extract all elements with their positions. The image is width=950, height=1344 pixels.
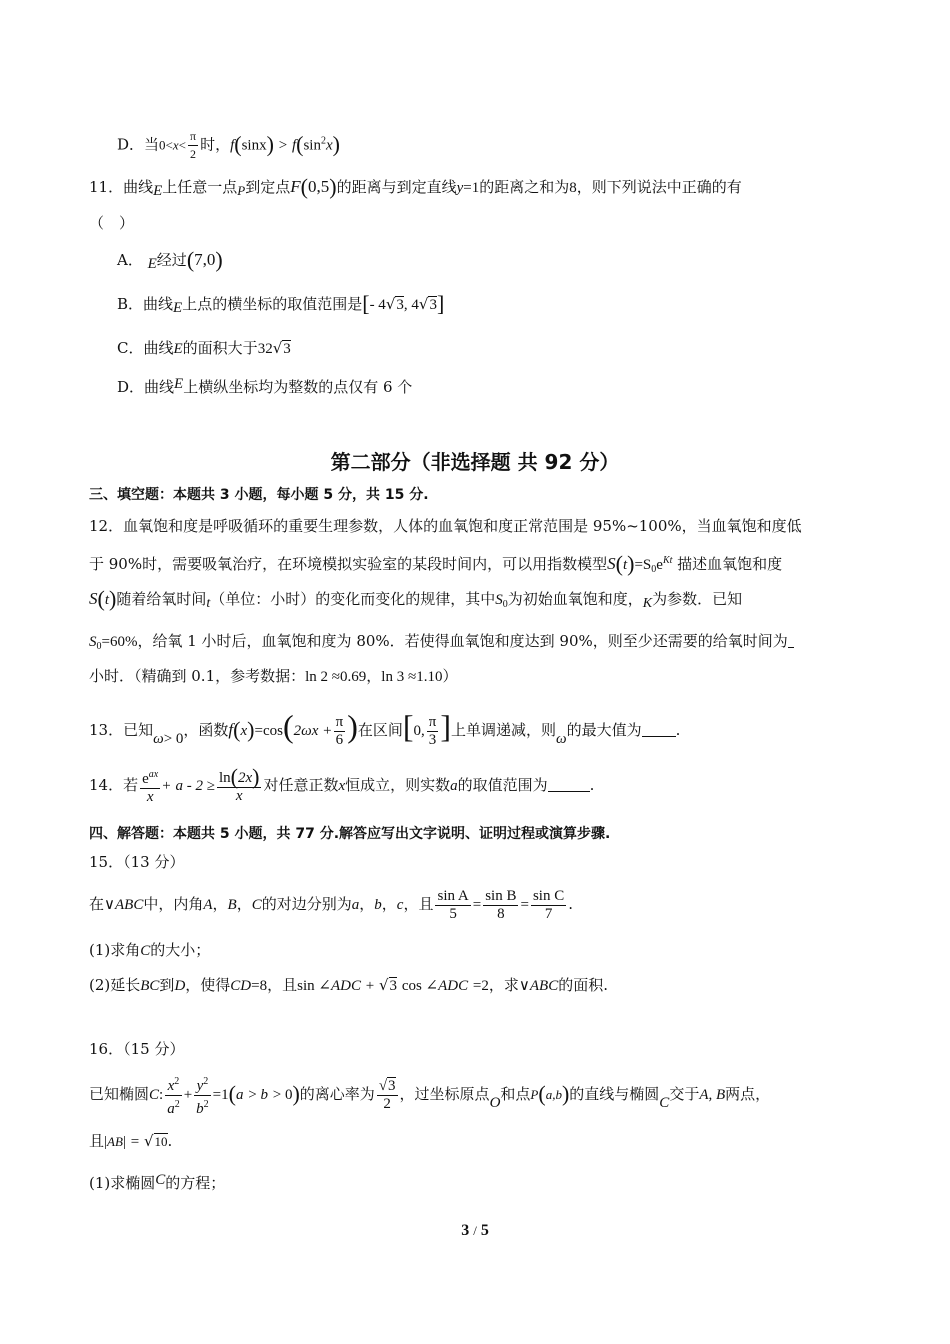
q11-t6: ，则下列说法中正确的有 xyxy=(576,178,742,196)
q16-absAB: AB xyxy=(107,1134,123,1149)
page-current: 3 xyxy=(461,1222,470,1239)
q16-p1b: 的方程； xyxy=(165,1174,226,1192)
q13-frac2: $\frac{\pi}{3}$ xyxy=(428,713,437,748)
q15-head: 15．（13 分） xyxy=(89,853,185,871)
q12-line2: 于 90%时，需要吸氧治疗，在环境模拟实验室的某段时间内，可以用指数模型$S(t)=S_0e^{Kt}$ 描述血氧饱和度 xyxy=(89,551,783,576)
q10-d-lt1: < xyxy=(165,137,173,153)
q16-l2a: 且 xyxy=(89,1132,105,1150)
q15-p2ADC2: ADC xyxy=(438,978,469,994)
q12-model-sup: Kt xyxy=(662,555,673,566)
q15-eqa: = xyxy=(472,897,482,913)
q15-eqb: = xyxy=(520,897,529,913)
q13-f: f xyxy=(228,720,234,739)
q13-eq: =cos xyxy=(254,723,283,739)
q11-b-r1: 3 xyxy=(396,297,404,313)
q10-d-pre: 当 xyxy=(144,135,160,154)
q12-l4-S: S xyxy=(89,634,97,650)
q11-F: F xyxy=(290,177,301,196)
q13-omega2: ω xyxy=(556,731,567,747)
q16-l1e: 的直线与椭圆 xyxy=(569,1085,660,1103)
q10-option-d: D．当0<x< $\frac{\pi}{2}$ 时，$f(\sin x) > f(\sin^2x)$ xyxy=(117,129,340,161)
q15-frac-b: $\frac{\text{sin B}}{8}$ xyxy=(485,887,517,922)
q15-l1a: 在 xyxy=(89,895,105,913)
q13-end: . xyxy=(675,721,681,739)
q15-c1: ， xyxy=(212,895,228,913)
q11-t1: 曲线 xyxy=(123,178,154,196)
q12-line3: S(t)随着给氧时间t（单位：小时）的变化而变化的规律，其中$S_0$为初始血氧饱和度，K为参数．已知 xyxy=(89,586,743,611)
q11-a-pt: 7,0 xyxy=(194,250,216,269)
q15-part1 xyxy=(89,940,210,961)
q12-l3-S: S xyxy=(89,589,98,608)
q11-c-t1: 曲线 xyxy=(143,339,174,357)
q11-c-n: 32 xyxy=(257,341,273,357)
q16-l2eq: = xyxy=(130,1134,140,1150)
q13-e: 的最大值为 xyxy=(566,721,642,739)
q16-P: P xyxy=(530,1087,539,1102)
q13-blank xyxy=(642,722,676,737)
q16-AB: A, B xyxy=(699,1087,726,1103)
q11-b-t1: 曲线 xyxy=(143,295,174,313)
q11-b-r2: 3 xyxy=(429,297,437,313)
q11-c-label: C． xyxy=(117,339,144,357)
q12-l3b: （单位：小时）的变化而变化的规律，其中 xyxy=(210,590,496,608)
q10-d-arg2b: x xyxy=(325,137,333,154)
q10-d-gt: > xyxy=(278,137,288,154)
q15-p2ADC: ADC xyxy=(330,978,361,994)
q15-p2plus: + xyxy=(365,978,375,994)
q16-cond-b: b xyxy=(260,1087,268,1103)
q16-cond-a: a xyxy=(235,1087,244,1103)
q14-am2: a - 2 ≥ xyxy=(175,778,215,794)
q15-p2d: ，且 xyxy=(267,976,298,994)
q10-d-arg1: sinx xyxy=(241,137,267,154)
q15-p2CD: CD xyxy=(230,978,252,994)
q12-model-eq: =S xyxy=(634,557,652,573)
q14-a: 14．若 xyxy=(89,776,139,794)
q15-p1b: 的大小； xyxy=(150,941,211,959)
q11-t4: 的距离与到定直线 xyxy=(336,178,457,196)
q11-b-label: B． xyxy=(117,295,144,313)
q16-l1g: 两点， xyxy=(725,1085,771,1103)
q13-d: 上单调递减，则 xyxy=(451,721,557,739)
q12-l3-K: K xyxy=(642,596,653,611)
q13-gt0: > 0 xyxy=(163,731,184,747)
q10-d-arg2sup: 2 xyxy=(320,135,326,147)
q15-c2: ， xyxy=(236,895,252,913)
q15-p1C: C xyxy=(140,943,151,959)
q12-line4 xyxy=(89,631,794,657)
q15-frac-c: $\frac{\text{sin C}}{7}$ xyxy=(532,887,565,922)
q13-x: x xyxy=(240,723,248,739)
q11-d-E: E xyxy=(174,376,184,392)
q10-d-arg2a: sin xyxy=(303,137,321,154)
q12-l3-S0: S xyxy=(495,592,503,608)
q11-eq1: =1 xyxy=(463,180,480,196)
q16-frac-x: $\frac{x^2}{a^2}$ xyxy=(165,1073,182,1118)
q13-plus: + xyxy=(323,723,332,739)
q13-omega: ω xyxy=(153,731,164,747)
q12-model-t: t xyxy=(622,557,628,573)
q16-l1a: 已知椭圆 xyxy=(89,1085,150,1103)
q11-y: y xyxy=(456,180,464,196)
q12-model-S: S xyxy=(607,554,616,573)
q14-xv: x xyxy=(338,778,346,794)
q11-t2: 上任意一点 xyxy=(162,178,238,196)
q12-l4a: ，给氧 1 小时后，血氧饱和度为 80%．若使得血氧饱和度达到 90%，则至少还需要的给氧时间为 xyxy=(137,632,788,650)
q11-b-t2: 上点的横坐标的取值范围是 xyxy=(182,295,363,313)
q15-part2: (2)延长BC到D，使得CD=8，且sin ∠ADC + √3 cos ∠ADC =2，求∨ABC的面积. xyxy=(89,976,609,994)
section-three-heading: 三、填空题：本题共 3 小题，每小题 5 分，共 15 分. xyxy=(89,487,429,503)
q11-E: E xyxy=(153,183,163,199)
q16-p1a: (1)求椭圆 xyxy=(89,1174,156,1192)
q14-frac1: $\frac{e^{ax}}{x}$ xyxy=(140,766,160,806)
q13-zero: 0, xyxy=(413,723,425,739)
q15-p2c: ，使得 xyxy=(185,976,231,994)
q16-head: 16．（15 分） xyxy=(89,1040,185,1058)
q14-blank xyxy=(548,777,590,792)
q12-ln3: ln 3 ≈1.10 xyxy=(381,669,443,685)
q11-number: 11． xyxy=(89,178,124,196)
q11-option-d xyxy=(117,374,412,397)
q15-p2ABC: ABC xyxy=(529,978,559,994)
q15-stem xyxy=(89,882,573,927)
q13-c: 在区间 xyxy=(357,721,403,739)
q16-l1c: ，过坐标原点 xyxy=(399,1085,490,1103)
q10-d-mid: 时， xyxy=(200,135,231,154)
q15-l1b: 中，内角 xyxy=(143,895,204,913)
q16-cond-gt1: > xyxy=(248,1087,261,1103)
q16-part1 xyxy=(89,1170,225,1193)
q14-b: 对任意正数 xyxy=(263,776,339,794)
q16-frac-e: $\frac{√3}{2}$ xyxy=(378,1077,396,1112)
q12-line1: 12．血氧饱和度是呼吸循环的重要生理参数，人体的血氧饱和度正常范围是 95%~100%，当血氧饱和度低 xyxy=(89,517,802,535)
q15-ABC: ABC xyxy=(115,897,144,913)
q16-l2end: . xyxy=(167,1132,173,1150)
q15-p2sin: sin ∠ xyxy=(297,978,331,994)
q14-av: a xyxy=(450,778,458,794)
q13-a: 13．已知 xyxy=(89,721,154,739)
q15-p2cos: cos ∠ xyxy=(401,978,439,994)
q11-stem-line1: 11．曲线E上任意一点P到定点F(0,5)的距离与到定直线y=1的距离之和为8，则下列说法中正确的有 xyxy=(89,174,742,199)
q11-d-t2: 上横纵坐标均为整数的点仅有 6 个 xyxy=(183,378,413,396)
q16-stem-line2: 且|AB| = √10. xyxy=(89,1132,173,1150)
q11-option-a: A． E经过(7,0) xyxy=(117,247,223,272)
q14-frac2: $\frac{\ln(2x)}{x}$ xyxy=(218,763,260,804)
q11-a-label: A． xyxy=(117,251,143,269)
q12-sep: ， xyxy=(366,667,382,685)
q15-p2eq: =8 xyxy=(251,978,268,994)
q12-l2a: 于 90%时，需要吸氧治疗，在环境模拟实验室的某段时间内，可以用指数模型 xyxy=(89,555,608,573)
q16-r10: 10 xyxy=(154,1134,168,1149)
q11-Fpt: 0,5 xyxy=(307,177,330,196)
q15-l1c: 的对边分别为 xyxy=(261,895,352,913)
q10-d-f1: f xyxy=(230,137,235,154)
q15-p2eq2: =2 xyxy=(472,978,489,994)
q16-Pab: a,b xyxy=(545,1087,562,1102)
q15-p1a: (1)求角 xyxy=(89,941,141,959)
q11-c-E: E xyxy=(173,341,183,357)
q15-c4: ， xyxy=(381,895,397,913)
q11-c-r: 3 xyxy=(283,341,291,357)
q11-t5: 的距离之和为 xyxy=(479,178,570,196)
q14-plus: + xyxy=(162,778,171,794)
q15-c: c xyxy=(396,897,404,913)
q15-c3: ， xyxy=(359,895,375,913)
q16-colon: : xyxy=(159,1087,164,1103)
q12-l5a: 小时．（精确到 0.1，参考数据： xyxy=(89,667,306,685)
q11-a-E: E xyxy=(147,256,157,272)
q11-P: P xyxy=(237,183,246,198)
q10-d-frac: $\frac{\pi}{2}$ xyxy=(190,129,197,161)
q14-line xyxy=(89,762,594,809)
page-number xyxy=(0,1222,950,1240)
q15-p2BC: BC xyxy=(140,978,160,994)
q12-line5 xyxy=(89,666,457,687)
q11-d-label: D． xyxy=(117,378,145,396)
q15-l1d: ，且 xyxy=(403,895,434,913)
q16-O: O xyxy=(489,1095,501,1111)
q12-l3c: 为初始血氧饱和度， xyxy=(507,590,643,608)
q15-p2r: 3 xyxy=(389,978,398,994)
q11-b-E: E xyxy=(173,300,183,316)
q12-l5b: ） xyxy=(442,667,458,685)
q12-l4-sub: 0 xyxy=(96,641,102,652)
q15-p2D: D xyxy=(174,978,186,994)
q16-frac-y: $\frac{y^2}{b^2}$ xyxy=(194,1073,211,1118)
q12-l4-eq: =60% xyxy=(101,634,138,650)
q14-c: 恒成立，则实数 xyxy=(345,776,451,794)
q11-eight: 8 xyxy=(569,180,577,196)
q12-l3-S0sub: 0 xyxy=(502,599,508,610)
q11-option-c: C．曲线E的面积大于32√3 xyxy=(117,339,291,357)
q16-plus: + xyxy=(183,1087,193,1103)
q12-l3a: 随着给氧时间 xyxy=(116,590,207,608)
q16-p1C: C xyxy=(155,1172,166,1188)
q15-p2e: ，求 xyxy=(488,976,519,994)
q16-eq1: =1 xyxy=(212,1087,229,1103)
q12-l2b: 描述血氧饱和度 xyxy=(677,555,783,573)
q15-p2a: (2)延长 xyxy=(89,976,141,994)
q11-a-text: 经过 xyxy=(156,251,187,269)
q15-a: a xyxy=(351,897,360,913)
q12-l3d: 为参数．已知 xyxy=(652,590,743,608)
q13-two-w: 2ωx xyxy=(293,723,319,739)
q12-blank xyxy=(788,633,794,648)
q12-l3-tv: t xyxy=(206,596,211,611)
q16-l1d: 和点 xyxy=(500,1085,531,1103)
q16-stem-line1: 已知椭圆C: $\frac{x^2}{a^2}$ + $\frac{y^2}{b^2}$ =1(a > b > 0)的离心率为 $\frac{√3}{2}$ ，过坐标原点O和点P(a,b)的直线与椭圆C交于A, B两点， xyxy=(89,1072,770,1125)
section-two-title: 第二部分（非选择题 共 92 分） xyxy=(330,450,620,474)
q13-frac: $\frac{\pi}{6}$ xyxy=(335,713,344,748)
q16-cond-gt2: > 0 xyxy=(272,1087,293,1103)
q14-end: . xyxy=(589,776,595,794)
q15-end: . xyxy=(568,895,573,913)
q11-b-rb: ] xyxy=(436,291,445,316)
q11-t3: 到定点 xyxy=(245,178,291,196)
q11-c-t2: 的面积大于 xyxy=(182,339,258,357)
q11-option-b: B．曲线E上点的横坐标的取值范围是[- 4√3, 4√3] xyxy=(117,291,445,316)
q15-p2f: 的面积. xyxy=(558,976,609,994)
q15-p2tri: ∨ xyxy=(518,978,530,994)
q15-b: b xyxy=(374,897,382,913)
q15-frac-a: $\frac{\text{sin A}}{5}$ xyxy=(437,887,469,922)
q13-line: 13．已知ω> 0，函数f(x)=cos(2ωx + $\frac{\pi}{6}$ )在区间[0, $\frac{\pi}{3}$ ]上单调递减，则ω的最大值为 . xyxy=(89,708,681,748)
q12-model-sub: 0 xyxy=(651,564,657,575)
q10-d-f2: f xyxy=(291,137,297,154)
q14-d: 的取值范围为 xyxy=(457,776,548,794)
q13-b: ，函数 xyxy=(183,721,229,739)
q12-model-e: e xyxy=(656,557,663,573)
q11-b-n1: - 4 xyxy=(369,297,386,313)
q15-p2b: 到 xyxy=(159,976,175,994)
q16-l1f: 交于 xyxy=(669,1085,700,1103)
q11-b-comma: , 4 xyxy=(403,297,419,313)
q12-ln2: ln 2 ≈0.69 xyxy=(305,669,367,685)
q10-d-label: D． xyxy=(117,135,145,154)
q11-paren xyxy=(89,213,134,233)
q15-C: C xyxy=(251,897,262,913)
page-slash: / xyxy=(473,1223,477,1238)
q16-l1b: 的离心率为 xyxy=(299,1085,375,1103)
q10-d-a: 0 xyxy=(159,137,166,153)
q15-B: B xyxy=(227,897,237,913)
q10-d-x: x xyxy=(172,137,179,153)
section-four-heading: 四、解答题：本题共 5 小题，共 77 分.解答应写出文字说明、证明过程或演算步骤. xyxy=(89,826,611,842)
q11-d-t1: 曲线 xyxy=(144,378,175,396)
q16-C2: C xyxy=(659,1095,670,1111)
q11-b-lb: [ xyxy=(362,291,370,316)
q16-C: C xyxy=(149,1087,160,1103)
q11-paren-text: （ ） xyxy=(89,214,135,232)
q15-tri: ∨ xyxy=(104,897,115,913)
q15-A: A xyxy=(203,897,213,913)
page-total: 5 xyxy=(480,1222,489,1239)
q10-d-lt2: < xyxy=(178,137,187,153)
q12-l3-t: t xyxy=(104,592,109,608)
